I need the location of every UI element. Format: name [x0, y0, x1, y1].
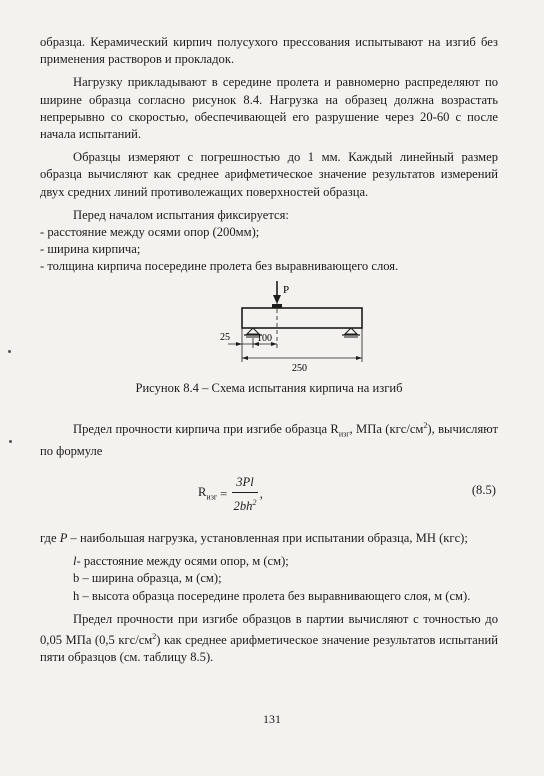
list-item: - расстояние между осями опор (200мм);: [40, 225, 260, 240]
list-item: - толщина кирпича посередине пролета без выравнивающего слоя.: [40, 259, 399, 274]
equation-number: (8.5): [471, 482, 496, 497]
paragraph-4: Перед началом испытания фиксируется:: [73, 207, 289, 222]
l-definition: - расстояние между осями опор, м (см);: [76, 554, 289, 569]
brick-specimen: [242, 308, 362, 328]
h-definition: – высота образца посередине пролета без выравнивающего слоя, м (см).: [79, 588, 471, 603]
symbol-h: h: [73, 588, 80, 603]
page-content: [40, 34, 498, 667]
formula-equals: =: [220, 487, 228, 502]
final-superscript: 2: [152, 631, 157, 641]
scan-speck: [9, 440, 12, 443]
formula-body: [198, 474, 263, 516]
intro-text-b: , МПа (кгс/см: [349, 422, 424, 437]
where-word: где: [40, 530, 60, 545]
brick-bending-diagram: [40, 278, 498, 374]
formula-lhs: [198, 484, 217, 506]
scan-speck: [8, 350, 11, 353]
where-p: [40, 530, 498, 547]
formula-den-text: 2bh: [233, 499, 253, 514]
where-h: [40, 588, 498, 605]
formula-fraction: [232, 474, 258, 516]
b-definition: – ширина образца, м (см);: [79, 571, 222, 586]
diagram-svg: [180, 278, 380, 374]
final-text-b: ) как среднее арифметическое значение результатов испытаний пяти образцов (см. таблицу 8.5).: [40, 633, 498, 665]
final-text-a: Предел прочности при изгибе образцов в партии вычисляют с точностью до 0,05 МПа (0,5 кгс/см: [40, 611, 498, 648]
formula-denominator: [234, 493, 257, 515]
dim-250-arrow-left: [242, 356, 248, 360]
list-item: - ширина кирпича;: [40, 242, 141, 257]
formula-comma: ,: [259, 487, 263, 502]
where-l: [40, 553, 498, 570]
paragraph-1: образца. Керамический кирпич полусухого прессования испытывают на изгиб без применения растворов и прокладок.: [40, 35, 498, 67]
intro-subscript: изг: [338, 429, 350, 439]
formula-lhs-subscript: изг: [206, 492, 218, 502]
formula-numerator: 3Pl: [232, 474, 258, 493]
intro-text-a: Предел прочности кирпича при изгибе образца R: [73, 422, 339, 437]
fixed-parameters-list: [40, 224, 498, 276]
intro-superscript: 2: [423, 420, 428, 430]
paragraph-2: Нагрузку прикладывают в середине пролета и равномерно распределяют по ширине образца согласно рисунок 8.4. Нагрузка на образец должна возрастать непрерывно со скоростью, обеспечивающей его разрушение через 20-60 с после начала испытаний.: [40, 75, 498, 142]
load-label: P: [283, 283, 290, 296]
dim-250-label: 250: [292, 362, 307, 374]
paragraph-3: Образцы измеряют с погрешностью до 1 мм. Каждый линейный размер образца вычисляют как среднее арифметическое значение результатов измерений двух средних линий противолежащих поверхностей образца.: [40, 150, 498, 199]
page-number: 131: [263, 712, 281, 726]
dim-25-arrow: [236, 342, 242, 346]
symbol-p: P: [59, 530, 68, 545]
dim-25-label: 25: [220, 331, 230, 343]
formula-den-superscript: 2: [252, 498, 257, 508]
intro-text-c: ), вычисляют по формуле: [40, 422, 498, 458]
symbol-b: b: [73, 571, 80, 586]
p-definition: – наибольшая нагрузка, установленная при испытании образца, МН (кгс);: [67, 530, 468, 545]
strength-intro: [40, 417, 498, 460]
dim-100-label: 100: [257, 332, 272, 344]
dim-250-arrow-right: [356, 356, 362, 360]
symbol-l: l: [73, 554, 77, 569]
final-paragraph: [40, 611, 498, 667]
formula-r: R: [198, 484, 207, 499]
where-b: [40, 570, 498, 587]
formula-8-5: [40, 470, 498, 520]
right-support: [345, 328, 357, 334]
figure-caption: Рисунок 8.4 – Схема испытания кирпича на изгиб: [135, 380, 403, 395]
